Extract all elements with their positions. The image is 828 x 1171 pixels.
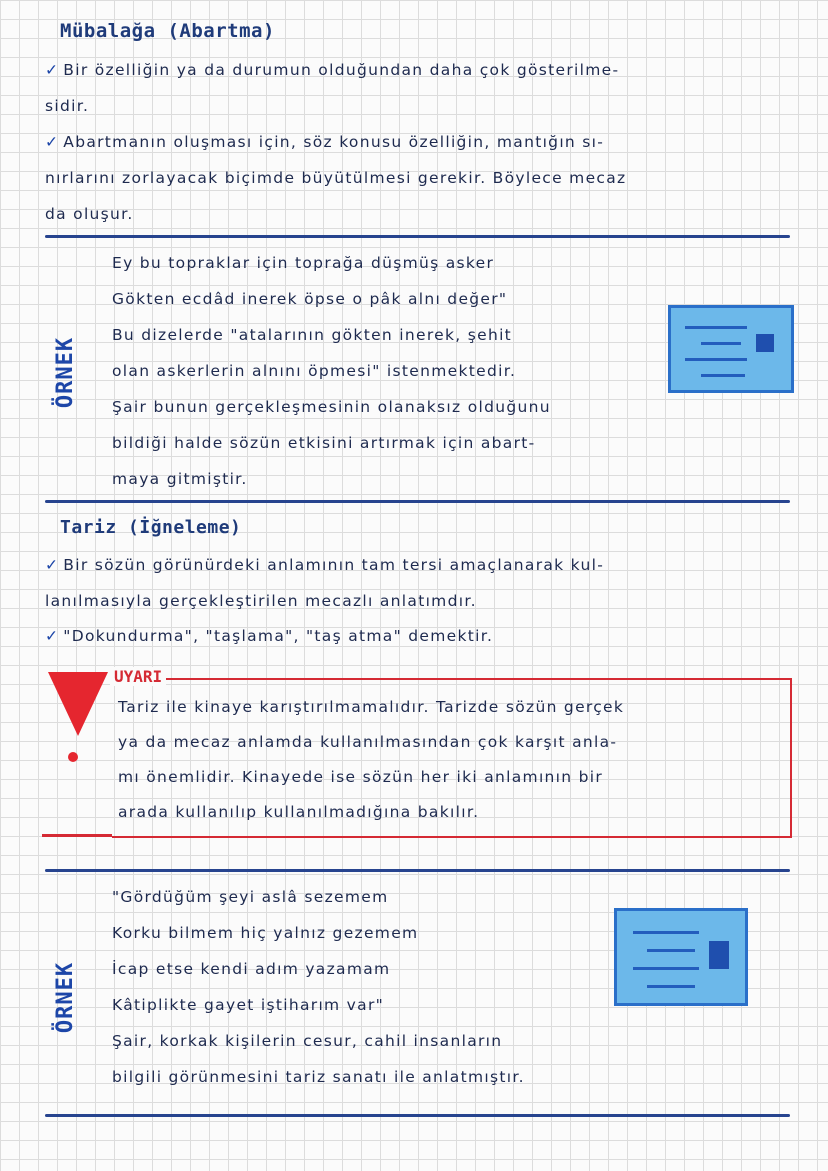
ornek2-line-3: İcap etse kendi adım yazamam bbox=[112, 960, 391, 978]
divider bbox=[45, 235, 790, 238]
check-icon: ✓ bbox=[45, 556, 60, 574]
mubalaga-title: Mübalağa (Abartma) bbox=[60, 20, 275, 42]
mubalaga-line-3: ✓ Abartmanın oluşması için, söz konusu özelliğin, mantığın sı- bbox=[45, 133, 605, 151]
ornek1-line-7: maya gitmiştir. bbox=[112, 470, 248, 488]
ornek2-line-4: Kâtiplikte gayet iştiharım var" bbox=[112, 996, 385, 1014]
ornek1-line-3: Bu dizelerde "atalarının gökten inerek, şehit bbox=[112, 326, 513, 344]
mubalaga-line-5: da oluşur. bbox=[45, 205, 134, 223]
ornek2-line-5: Şair, korkak kişilerin cesur, cahil insanların bbox=[112, 1032, 503, 1050]
ornek-label: ÖRNEK bbox=[53, 336, 79, 409]
warning-dot-icon bbox=[68, 752, 78, 762]
divider bbox=[45, 1114, 790, 1117]
card-icon bbox=[668, 305, 794, 393]
ornek1-line-4: olan askerlerin alnını öpmesi" istenmektedir. bbox=[112, 362, 517, 380]
mubalaga-line-2: sidir. bbox=[45, 97, 90, 115]
card-icon bbox=[614, 908, 748, 1006]
ornek1-line-6: bildiği halde sözün etkisini artırmak için abart- bbox=[112, 434, 536, 452]
warning-icon bbox=[48, 672, 108, 736]
warning-box-bottom bbox=[42, 834, 112, 837]
ornek1-line-5: Şair bunun gerçekleşmesinin olanaksız olduğunu bbox=[112, 398, 551, 416]
uyari-line-4: arada kullanılıp kullanılmadığına bakılır. bbox=[118, 803, 480, 821]
uyari-line-1: Tariz ile kinaye karıştırılmamalıdır. Tarizde sözün gerçek bbox=[118, 698, 625, 716]
tariz-title: Tariz (İğneleme) bbox=[60, 517, 242, 538]
tariz-line-1: ✓ Bir sözün görünürdeki anlamının tam tersi amaçlanarak kul- bbox=[45, 556, 605, 574]
check-icon: ✓ bbox=[45, 627, 60, 645]
divider bbox=[45, 500, 790, 503]
ornek2-line-1: "Gördüğüm şeyi aslâ sezemem bbox=[112, 888, 389, 906]
uyari-line-2: ya da mecaz anlamda kullanılmasından çok karşıt anla- bbox=[118, 733, 618, 751]
ornek-label: ÖRNEK bbox=[53, 961, 79, 1034]
uyari-text bbox=[118, 697, 624, 837]
divider bbox=[45, 869, 790, 872]
ornek2-text bbox=[112, 887, 525, 1103]
ornek1-line-2: Gökten ecdâd inerek öpse o pâk alnı değer" bbox=[112, 290, 508, 308]
ornek2-line-6: bilgili görünmesini tariz sanatı ile anlatmıştır. bbox=[112, 1068, 525, 1086]
mubalaga-line-4: nırlarını zorlayacak biçimde büyütülmesi gerekir. Böylece mecaz bbox=[45, 169, 627, 187]
check-icon: ✓ bbox=[45, 61, 60, 79]
ornek1-line-1: Ey bu topraklar için toprağa düşmüş asker bbox=[112, 254, 495, 272]
tariz-line-3: ✓ "Dokundurma", "taşlama", "taş atma" demektir. bbox=[45, 627, 494, 645]
ornek2-line-2: Korku bilmem hiç yalnız gezemem bbox=[112, 924, 419, 942]
ornek1-text bbox=[112, 253, 551, 505]
mubalaga-line-1: ✓ Bir özelliğin ya da durumun olduğundan daha çok gösterilme- bbox=[45, 61, 620, 79]
uyari-label: UYARI bbox=[110, 667, 166, 686]
check-icon: ✓ bbox=[45, 133, 60, 151]
tariz-line-2: lanılmasıyla gerçekleştirilen mecazlı anlatımdır. bbox=[45, 592, 477, 610]
uyari-line-3: mı önemlidir. Kinayede ise sözün her iki anlamının bir bbox=[118, 768, 604, 786]
